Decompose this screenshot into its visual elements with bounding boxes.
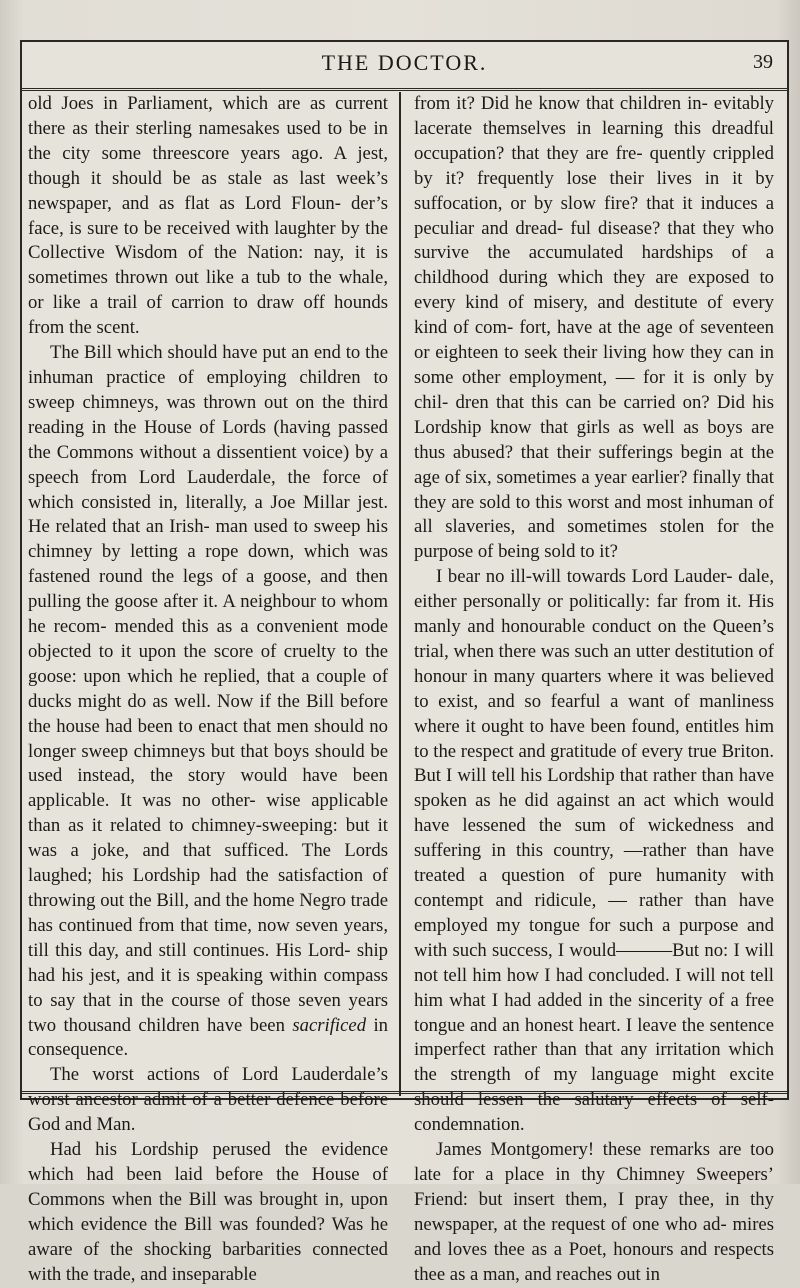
right-paragraph-2: I bear no ill-will towards Lord Lauder- dale, either personally or politically: far from it. His manly and honourable conduct on the Queen’s trial, when there was such an utter destitution of honour in many quarters where it was believed to exist, and so fearful a want of manliness where it ought to have been found, entitles him to the respect and gratitude of every true Briton. But I will tell his Lordship that rather than have spoken as he did against an act which would have lessened the sum of wickedness and suffering in this country, —rather than have treated a question of pure humanity with contempt and ridicule, — rather than have employed my tongue for such a purpose and with such success, I would———But no: I will not tell him how I had concluded. I will not tell him what I had added in the sincerity of a free tongue and an honest heart. I leave the sentence imperfect rather than that any irritation which the strength of my language might excite should lessen the salutary effects of self-condemnation. <box>414 566 774 1136</box>
left-paragraph-4: Had his Lordship perused the evidence which had been laid before the House of Commons when the Bill was brought in, upon which evidence the Bill was founded? Was he aware of the shocking barbarities connected with the trade, and inseparable <box>28 1139 388 1285</box>
left-paragraph-3: The worst actions of Lord Lauderdale’s worst ancestor admit of a better defence before God and Man. <box>28 1064 388 1136</box>
right-paragraph-3: James Montgomery! these remarks are too late for a place in thy Chimney Sweepers’ Friend: but insert them, I pray thee, in thy newspaper, at the request of one who ad- mires and loves thee as a Poet, honours and respects thee as a man, and reaches out in <box>414 1139 774 1285</box>
left-column <box>28 92 389 1285</box>
left-paragraph-1: old Joes in Parliament, which are as current there as their sterling namesakes used to be in the city some threescore years ago. A jest, though it should be as stale as last week’s newspaper, and as flat as Lord Floun- der’s face, is sure to be received with laughter by the Collective Wisdom of the Nation: nay, it is sometimes thrown out like a tub to the whale, or like a trail of carrion to draw off hounds from the scent. <box>28 93 388 339</box>
right-column <box>414 92 774 1285</box>
running-head: THE DOCTOR. <box>321 50 488 75</box>
emphasis-sacrificed: sacrificed <box>292 1014 367 1036</box>
page-header <box>22 42 787 91</box>
column-divider <box>399 92 401 1096</box>
book-page <box>20 40 789 1285</box>
bottom-rule <box>22 1091 787 1098</box>
left-paragraph-2-tail: in consequence. <box>28 1014 389 1061</box>
left-paragraph-2-text: The Bill which should have put an end to the inhuman practice of employing children to sweep chimneys, was thrown out on the third reading in the House of Lords (having passed the Commons without a dissentient voice) by a speech from Lord Lauderdale, the force of which consisted in, literally, a Joe Millar jest. He related that an Irish- man used to sweep his chimney by letting a rope down, which was fastened round the legs of a goose, and then pulling the goose after it. A neighbour to whom he recom- mended this as a convenient mode objected to it upon the score of cruelty to the goose: upon which he replied, that a couple of ducks might do as well. Now if the Bill before the house had been to enact that men should no longer sweep chimneys but that boys should be used instead, the story would have been applicable. It was no other- wise applicable than as it related to chimney-sweeping: but it was a joke, and that sufficed. The Lords laughed; his Lordship had the satisfaction of throwing out the Bill, and the home Negro trade has continued from that time, now seven years, till this day, and still continues. His Lord- ship had his jest, and it is speaking within compass to say that in the course of those seven years two thousand children have been <box>28 342 388 1036</box>
page-number: 39 <box>753 51 773 73</box>
right-paragraph-1: from it? Did he know that children in- evitably lacerate themselves in learning this dreadful occupation? that they are fre- quently crippled by it? frequently lose their lives in it by suffocation, or by slow fire? that it induces a peculiar and dread- ful disease? that they who survive the accumulated hardships of a childhood during which they are exposed to every kind of misery, and destitute of every kind of com- fort, have at the age of seventeen or eighteen to seek their living how they can in some other employment, — for it is only by chil- dren that this can be carried on? Did his Lordship know that girls as well as boys are thus abused? that their sufferings begin at the age of six, sometimes a year earlier? finally that they are sold to this worst and most inhuman of all slaveries, and sometimes stolen for the purpose of being sold to it? <box>414 93 774 563</box>
left-paragraph-2 <box>28 341 388 1063</box>
